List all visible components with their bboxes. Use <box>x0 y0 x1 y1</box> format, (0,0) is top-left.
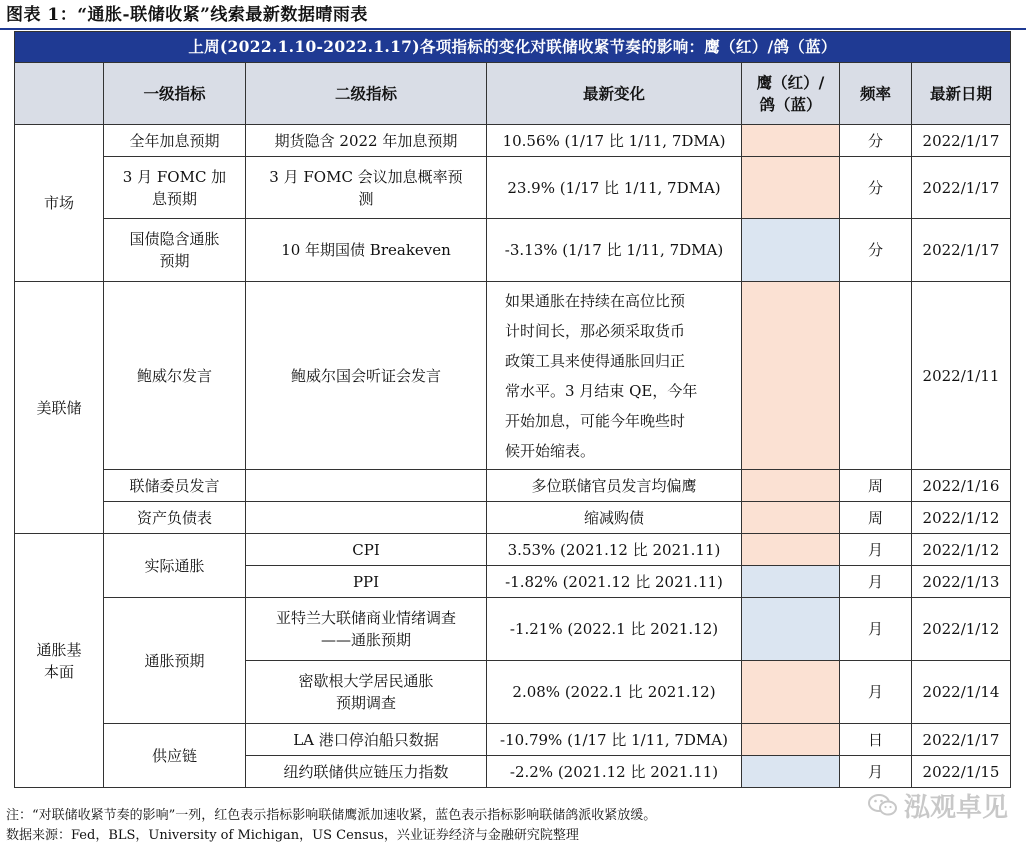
header-latest-date: 最新日期 <box>912 63 1011 125</box>
frequency-cell: 分 <box>840 125 912 157</box>
frequency-cell: 周 <box>840 502 912 534</box>
change-cell: -3.13% (1/17 比 1/11, 7DMA) <box>487 219 742 282</box>
level2-cell: 鲍威尔国会听证会发言 <box>246 282 487 470</box>
level1-cell: 全年加息预期 <box>104 125 246 157</box>
level1-cell: 国债隐含通胀 预期 <box>104 219 246 282</box>
change-cell: 2.08% (2022.1 比 2021.12) <box>487 661 742 724</box>
frequency-cell: 分 <box>840 157 912 219</box>
change-cell: 多位联储官员发言均偏鹰 <box>487 470 742 502</box>
impact-hawk-cell <box>742 157 840 219</box>
header-level2: 二级指标 <box>246 63 487 125</box>
date-cell: 2022/1/17 <box>912 125 1011 157</box>
frequency-cell: 月 <box>840 598 912 661</box>
change-cell: 缩减购债 <box>487 502 742 534</box>
table-row <box>15 219 1011 282</box>
impact-hawk-cell <box>742 661 840 724</box>
date-cell: 2022/1/12 <box>912 534 1011 566</box>
change-cell: -10.79% (1/17 比 1/11, 7DMA) <box>487 724 742 756</box>
group-fed: 美联储 <box>15 282 104 534</box>
impact-dove-cell <box>742 598 840 661</box>
change-cell: 3.53% (2021.12 比 2021.11) <box>487 534 742 566</box>
level1-cell: 联储委员发言 <box>104 470 246 502</box>
figure-title: 图表 1：“通胀-联储收紧”线索最新数据晴雨表 <box>6 5 368 25</box>
frequency-cell: 分 <box>840 219 912 282</box>
table-row <box>15 598 1011 661</box>
date-cell: 2022/1/11 <box>912 282 1011 470</box>
header-frequency: 频率 <box>840 63 912 125</box>
change-cell: -1.21% (2022.1 比 2021.12) <box>487 598 742 661</box>
group-market: 市场 <box>15 125 104 282</box>
impact-hawk-cell <box>742 502 840 534</box>
date-cell: 2022/1/13 <box>912 566 1011 598</box>
date-cell: 2022/1/17 <box>912 157 1011 219</box>
header-group <box>15 63 104 125</box>
frequency-cell: 周 <box>840 470 912 502</box>
level2-cell: 亚特兰大联储商业情绪调查 ——通胀预期 <box>246 598 487 661</box>
level2-cell: 3 月 FOMC 会议加息概率预 测 <box>246 157 487 219</box>
table-row <box>15 724 1011 756</box>
change-cell: 如果通胀在持续在高位比预 计时间长，那必须采取货币 政策工具来使得通胀回归正 常水平。3 月结束 QE，今年 开始加息，可能今年晚些时 候开始缩表。 <box>487 282 742 470</box>
level2-cell: CPI <box>246 534 487 566</box>
change-cell: -1.82% (2021.12 比 2021.11) <box>487 566 742 598</box>
date-cell: 2022/1/15 <box>912 756 1011 788</box>
impact-hawk-cell <box>742 125 840 157</box>
level1-cell: 鲍威尔发言 <box>104 282 246 470</box>
header-latest-change: 最新变化 <box>487 63 742 125</box>
table-row <box>15 502 1011 534</box>
title-divider <box>0 28 1026 30</box>
frequency-cell: 月 <box>840 534 912 566</box>
level1-cell: 3 月 FOMC 加 息预期 <box>104 157 246 219</box>
level2-cell: 10 年期国债 Breakeven <box>246 219 487 282</box>
level1-cell: 资产负债表 <box>104 502 246 534</box>
level2-cell <box>246 502 487 534</box>
impact-dove-cell <box>742 566 840 598</box>
level2-cell: 期货隐含 2022 年加息预期 <box>246 125 487 157</box>
table-banner: 上周(2022.1.10-2022.1.17)各项指标的变化对联储收紧节奏的影响：鹰（红）/鸽（蓝） <box>15 32 1011 63</box>
frequency-cell: 日 <box>840 724 912 756</box>
level2-cell <box>246 470 487 502</box>
impact-hawk-cell <box>742 282 840 470</box>
data-source: 数据来源：Fed，BLS，University of Michigan，US Census，兴业证券经济与金融研究院整理 <box>6 828 579 843</box>
table-row <box>15 282 1011 470</box>
frequency-cell: 月 <box>840 756 912 788</box>
impact-dove-cell <box>742 219 840 282</box>
date-cell: 2022/1/14 <box>912 661 1011 724</box>
header-hawk-dove: 鹰（红）/ 鸽（蓝） <box>742 63 840 125</box>
level2-cell: LA 港口停泊船只数据 <box>246 724 487 756</box>
table-row <box>15 125 1011 157</box>
watermark <box>868 788 1008 822</box>
level2-cell: 纽约联储供应链压力指数 <box>246 756 487 788</box>
wechat-icon <box>868 793 898 817</box>
level2-cell: 密歇根大学居民通胀 预期调查 <box>246 661 487 724</box>
date-cell: 2022/1/16 <box>912 470 1011 502</box>
table-row <box>15 157 1011 219</box>
date-cell: 2022/1/12 <box>912 598 1011 661</box>
barometer-table <box>14 31 1011 788</box>
impact-hawk-cell <box>742 534 840 566</box>
level1-cell: 供应链 <box>104 724 246 788</box>
change-cell: 23.9% (1/17 比 1/11, 7DMA) <box>487 157 742 219</box>
watermark-text: 泓观卓见 <box>903 792 1008 823</box>
frequency-cell: 月 <box>840 566 912 598</box>
impact-hawk-cell <box>742 724 840 756</box>
table-row <box>15 470 1011 502</box>
date-cell: 2022/1/12 <box>912 502 1011 534</box>
impact-hawk-cell <box>742 470 840 502</box>
frequency-cell <box>840 282 912 470</box>
impact-dove-cell <box>742 756 840 788</box>
level2-cell: PPI <box>246 566 487 598</box>
header-level1: 一级指标 <box>104 63 246 125</box>
level1-cell: 通胀预期 <box>104 598 246 724</box>
date-cell: 2022/1/17 <box>912 219 1011 282</box>
frequency-cell: 月 <box>840 661 912 724</box>
level1-cell: 实际通胀 <box>104 534 246 598</box>
group-inflation: 通胀基 本面 <box>15 534 104 788</box>
change-cell: 10.56% (1/17 比 1/11, 7DMA) <box>487 125 742 157</box>
table-note: 注：“对联储收紧节奏的影响”一列，红色表示指标影响联储鹰派加速收紧，蓝色表示指标影响联储鸽派收紧放缓。 <box>6 808 657 823</box>
date-cell: 2022/1/17 <box>912 724 1011 756</box>
table-row <box>15 534 1011 566</box>
change-cell: -2.2% (2021.12 比 2021.11) <box>487 756 742 788</box>
